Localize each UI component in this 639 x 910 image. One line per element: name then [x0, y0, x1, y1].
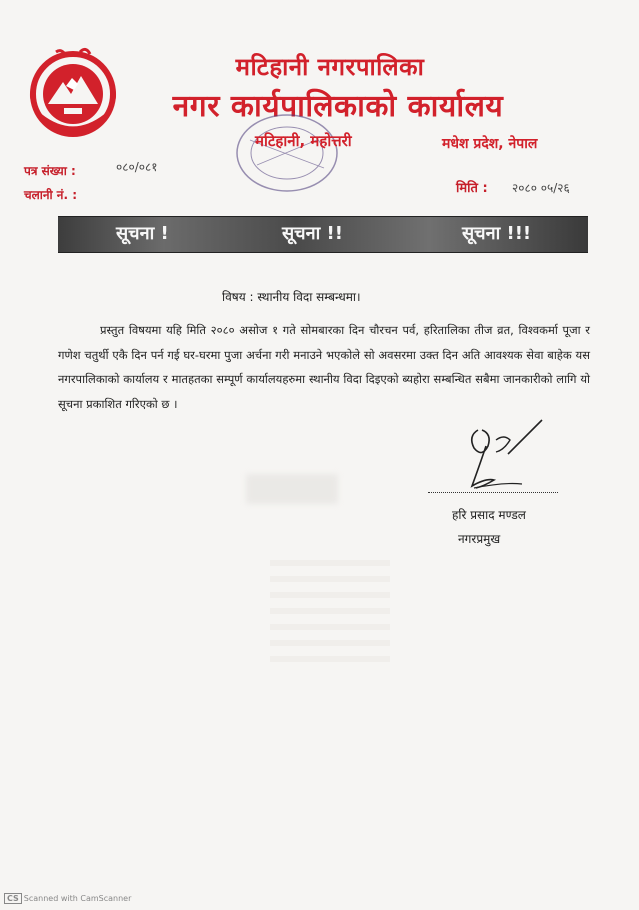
date-label: मिति :: [456, 181, 488, 196]
notice-body: [58, 318, 590, 416]
scanner-watermark: [4, 893, 131, 904]
municipality-name: मटिहानी नगरपालिका: [235, 53, 425, 81]
date-value: २०८० ०५/२६: [512, 181, 570, 195]
bleed-through-text: [270, 560, 390, 670]
signature-line: [428, 492, 558, 493]
notice-paragraph: प्रस्तुत विषयमा यहि मिति २०८० असोज १ गते सोमबारका दिन चौरचन पर्व, हरितालिका तीज व्रत, विश्वकर्मा पूजा र गणेश चतुर्थी एकै दिन पर्न गई घर-घरमा पुजा अर्चना गरी मनाउने भएकोले सो अवसरमा उक्त दिन अति आवश्यक सेवा बाहेक यस नगरपालिकाको कार्यालय र मातहतका सम्पूर्ण कार्यालयहरुमा स्थानीय विदा दिइएको ब्यहोरा सम्बन्धित सबैमा जानकारीको लागि यो सूचना प्रकाशित गरिएको छ ।: [58, 323, 591, 411]
handwritten-signature-icon: [456, 410, 546, 494]
municipality-emblem-icon: [26, 46, 120, 144]
notice-banner-right: सूचना !!!: [462, 223, 532, 244]
signatory-title: नगरप्रमुख: [458, 532, 501, 546]
office-name: नगर कार्यपालिकाको कार्यालय: [172, 89, 504, 124]
camscanner-logo-icon: CS: [4, 893, 22, 904]
reference-number-label: पत्र संख्या :: [24, 164, 76, 178]
office-stamp-icon: [232, 110, 342, 196]
office-address: मटिहानी, महोत्तरी: [255, 132, 352, 150]
province-name: मधेश प्रदेश, नेपाल: [442, 136, 538, 152]
subject-line: विषय : स्थानीय विदा सम्बन्धमा।: [222, 290, 361, 304]
notice-banner: [58, 216, 588, 253]
notice-banner-left: सूचना !: [116, 223, 169, 244]
signatory-name: हरि प्रसाद मण्डल: [452, 508, 526, 522]
scanner-text: Scanned with CamScanner: [23, 894, 132, 903]
reference-number-value: ०८०/०८१: [116, 160, 158, 174]
dispatch-number-label: चलानी नं. :: [24, 188, 78, 202]
bleed-through-mark: [246, 474, 338, 504]
notice-banner-center: सूचना !!: [282, 223, 343, 244]
